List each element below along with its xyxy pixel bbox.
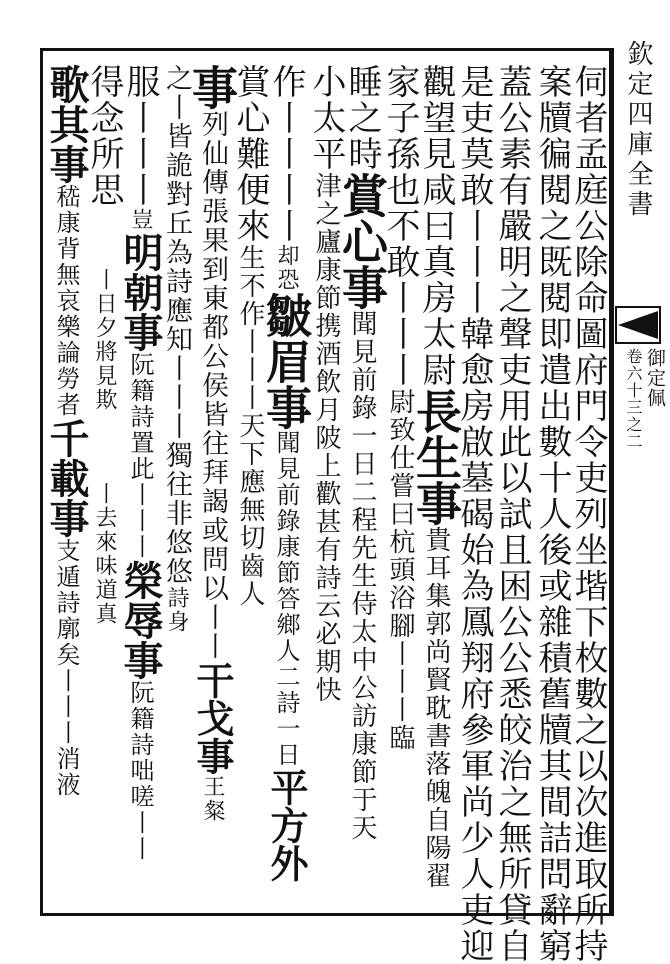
column-text: 小太平 (306, 64, 346, 172)
column-text: 詩身 (164, 586, 189, 634)
column-text: 賞心難便來 (230, 64, 270, 244)
headword: 千載事 (43, 418, 90, 538)
edge-volume-number: 卷六十三之二 (624, 348, 643, 450)
text-column-3 (490, 64, 534, 964)
column-text: 是吏莫敢丨丨丨韓愈房啟墓碣始為鳳翔府參軍尚少人吏迎 (454, 64, 494, 964)
column-text: 丨去來味道真 (92, 482, 117, 626)
column-text: 作丨丨丨丨 (266, 64, 306, 244)
headword: 明朝事 (117, 232, 164, 352)
headword: 干戈事 (190, 661, 235, 775)
column-text: 服丨丨丨 (120, 64, 160, 208)
text-column-15 (44, 64, 88, 904)
edge-volume (622, 348, 666, 728)
column-text: 伺者孟庭公除命圖府門令吏列坐堦下枚數之以次進取所持 (568, 64, 608, 964)
column-text: 得念所思 (84, 64, 124, 208)
text-column-8 (304, 64, 348, 904)
small-note: 却恐 (274, 244, 299, 292)
column-text: 之丨皆詭對丘為詩應知丨丨丨獨往非悠悠 (161, 64, 192, 586)
column-text: 阮籍詩置此丨丨丨 (126, 352, 154, 560)
column-text: 丨日夕將見欺 (92, 268, 117, 412)
margin-rule (612, 48, 614, 916)
small-note: 王粲 (200, 775, 225, 823)
column-text: 觀望見咸曰真房太尉 (416, 64, 456, 388)
column-text: 聞見前錄康節答鄉人二詩一日 (272, 430, 300, 768)
headword: 歌其事 (43, 64, 90, 184)
headword: 事 (185, 64, 239, 110)
headword: 賞心事 (335, 172, 389, 310)
column-text: 嵇康背無哀樂論勞者 (52, 184, 80, 418)
text-column-10 (228, 64, 272, 904)
column-text: 聞見前錄一日二程先生侍太中公訪康節于天 (347, 310, 377, 842)
headword: 榮辱事 (117, 560, 164, 680)
column-text: 尉致仕嘗曰杭頭浴腳丨丨丨臨 (385, 388, 415, 752)
headword: 皺眉事 (259, 292, 313, 430)
column-text: 津之廬康節携酒飲月陂上歡甚有詩云必期快 (311, 172, 341, 704)
column-text: 睡之時 (342, 64, 382, 172)
headword: 長生事 (409, 388, 463, 526)
column-text: 支遁詩廓矣丨丨丨消液 (52, 538, 80, 798)
column-text: 列仙傳張果到東都公侯皆往拜謁或問以丨丨 (197, 110, 228, 661)
fish-tail-mark-icon (614, 305, 662, 345)
edge-book-partial: 御定佩 (644, 348, 666, 408)
headword: 平方外 (264, 768, 309, 882)
column-text: 蓋公素有嚴明之聲吏用此以試且困公公悉皎治之無所貸自 (492, 64, 532, 964)
column-text: 生不作丨丨丨天下應無切齒人 (235, 244, 265, 608)
column-text: 阮籍詩咄嗟丨丨 (126, 680, 154, 862)
column-text: 家子孫也不敢丨丨丨 (380, 64, 420, 388)
text-column-2 (530, 64, 574, 964)
edge-title: 欽定四庫全書 (623, 40, 653, 220)
column-text: 貴耳集郭尚賢耽書落魄自陽翟 (421, 526, 451, 890)
small-note: 豈 (128, 208, 153, 232)
column-text: 案牘徧閱之既閱即遣出數十人後或雜積舊牘其間詰問辭窮 (532, 64, 572, 964)
